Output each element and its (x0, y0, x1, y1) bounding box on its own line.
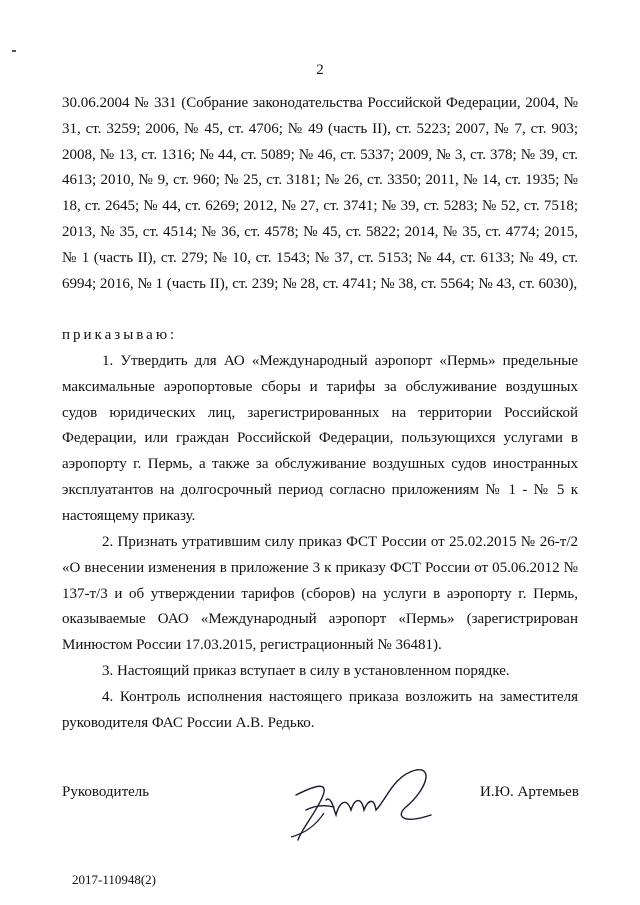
scan-mark (12, 50, 16, 52)
signatory-name: И.Ю. Артемьев (480, 784, 579, 800)
order-item-2 (62, 530, 578, 659)
legal-references-paragraph: 30.06.2004 № 331 (Собрание законодательства Российской Федерации, 2004, № 31, ст. 3259; 2006, № 45, ст. 4706; № 49 (часть II), ст. 5223; 2007, № 7, ст. 903; 2008, № 13, ст. 1316; № 44, ст. 5089; № 46, ст. 5337; 2009, № 3, ст. 378; № 39, ст. 4613; 2010, № 9, ст. 960; № 25, ст. 3181; № 26, ст. 3350; 2011, № 14, ст. 1935; № 18, ст. 2645; № 44, ст. 6269; 2012, № 27, ст. 3741; № 39, ст. 5283; № 52, ст. 7518; 2013, № 35, ст. 4514; № 36, ст. 4578; № 45, ст. 5822; 2014, № 35, ст. 4774; 2015, № 1 (часть II), ст. 279; № 10, ст. 1543; № 37, ст. 5153; № 44, ст. 6133; № 49, ст. 6994; 2016, № 1 (часть II), ст. 239; № 28, ст. 4741; № 38, ст. 5564; № 43, ст. 6030), (62, 95, 578, 292)
document-code: 2017-110948(2) (72, 872, 157, 887)
order-item-1 (62, 349, 578, 530)
order-item-4-text: 4. Контроль исполнения настоящего приказа возложить на заместителя руководителя ФАС России А.В. Редько. (62, 689, 578, 731)
order-item-3-text: 3. Настоящий приказ вступает в силу в установленном порядке. (102, 663, 510, 679)
order-item-1-text: 1. Утвердить для АО «Международный аэропорт «Пермь» предельные максимальные аэропортовые сборы и тарифы за обслуживание воздушных судов юридических лиц, зарегистрированных на территории Российской Федерации, или граждан Российской Федерации, пользующихся услугами в аэропорту г. Пермь, а также за обслуживание воздушных судов иностранных эксплуатантов на долгосрочный период согласно приложениям № 1 - № 5 к настоящему приказу. (62, 353, 578, 524)
handwritten-signature (276, 755, 446, 850)
signatory-role: Руководитель (62, 784, 150, 800)
orders-heading: приказываю: (62, 327, 178, 343)
page-number: 2 (316, 62, 324, 78)
order-item-3 (62, 659, 578, 685)
order-item-2-text: 2. Признать утратившим силу приказ ФСТ России от 25.02.2015 № 26-т/2 «О внесении изменения в приложение 3 к приказу ФСТ России от 05.06.2012 № 137-т/3 и об утверждении тарифов (сборов) на услуги в аэропорту г. Пермь, оказываемые ОАО «Международный аэропорт «Пермь» (зарегистрирован Минюстом России 17.03.2015, регистрационный № 36481). (62, 534, 578, 654)
order-item-4 (62, 685, 578, 737)
